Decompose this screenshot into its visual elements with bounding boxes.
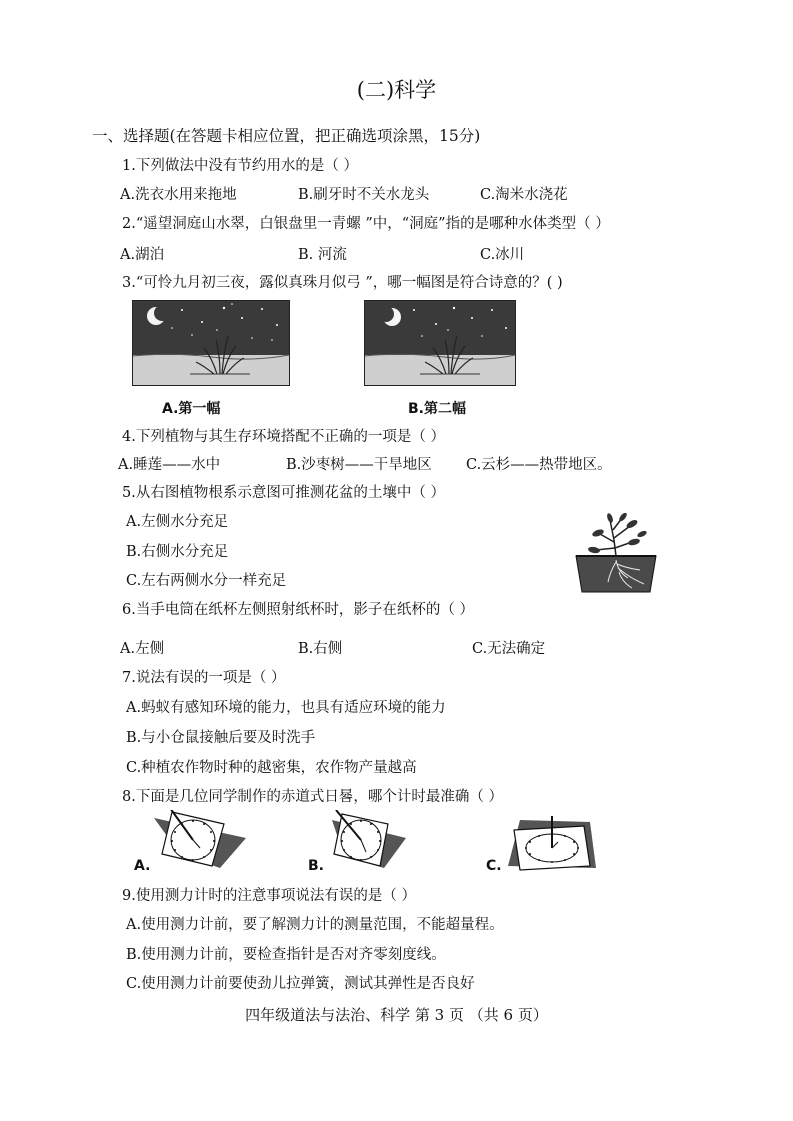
question-7-option-c[interactable]: C.种植农作物时种的越密集，农作物产量越高 (126, 760, 417, 776)
night-scene-image-2[interactable] (364, 300, 516, 386)
question-7-option-b[interactable]: B.与小仓鼠接触后要及时洗手 (126, 730, 316, 746)
question-5-option-b[interactable]: B.右侧水分充足 (126, 544, 229, 560)
sundial-image-c[interactable] (506, 816, 598, 874)
question-2-option-c[interactable]: C.冰川 (480, 247, 525, 263)
question-4-option-a[interactable]: A.睡莲——水中 (118, 457, 221, 473)
question-2-option-b[interactable]: B. 河流 (298, 247, 347, 263)
question-1-option-b[interactable]: B.刷牙时不关水龙头 (298, 187, 430, 203)
question-6-option-a[interactable]: A.左侧 (120, 641, 165, 657)
plant-root-pot-image (570, 512, 662, 594)
question-4-option-b[interactable]: B.沙枣树——干旱地区 (286, 457, 432, 473)
question-9-option-b[interactable]: B.使用测力计前，要检查指针是否对齐零刻度线。 (126, 947, 446, 963)
question-4-option-c[interactable]: C.云杉——热带地区。 (466, 457, 612, 473)
page-footer: 四年级道法与法治、科学 第 3 页 （共 6 页） (245, 1006, 548, 1024)
question-3-option-b[interactable]: B.第二幅 (408, 401, 466, 417)
question-2-option-a[interactable]: A.湖泊 (120, 247, 165, 263)
question-8-option-b[interactable]: B. (308, 858, 324, 874)
question-1-option-c[interactable]: C.淘米水浇花 (480, 187, 568, 203)
page-title: (二)科学 (356, 78, 437, 102)
question-9-stem: 9.使用测力计时的注意事项说法有误的是（ ） (122, 888, 416, 904)
question-9-option-a[interactable]: A.使用测力计前，要了解测力计的测量范围，不能超量程。 (126, 917, 504, 933)
question-5-option-c[interactable]: C.左右两侧水分一样充足 (126, 573, 287, 589)
question-8-stem: 8.下面是几位同学制作的赤道式日晷，哪个计时最准确（ ） (122, 789, 503, 805)
section-heading: 一、选择题(在答题卡相应位置，把正确选项涂黑，15分) (92, 127, 481, 145)
question-2-stem: 2.“遥望洞庭山水翠，白银盘里一青螺 ”中，“洞庭”指的是哪种水体类型（ ） (122, 216, 610, 232)
question-3-stem: 3.“可怜九月初三夜，露似真珠月似弓 ”，哪一幅图是符合诗意的？( ) (122, 275, 563, 291)
question-3-option-a[interactable]: A.第一幅 (162, 401, 221, 417)
question-8-option-c[interactable]: C. (486, 858, 502, 874)
question-7-stem: 7.说法有误的一项是（ ） (122, 670, 286, 686)
sundial-image-a[interactable] (150, 810, 250, 872)
question-6-option-b[interactable]: B.右侧 (298, 641, 343, 657)
night-scene-image-1[interactable] (132, 300, 290, 386)
question-4-stem: 4.下列植物与其生存环境搭配不正确的一项是（ ） (122, 429, 445, 445)
question-7-option-a[interactable]: A.蚂蚁有感知环境的能力，也具有适应环境的能力 (126, 700, 446, 716)
question-5-option-a[interactable]: A.左侧水分充足 (126, 514, 229, 530)
question-1-stem: 1.下列做法中没有节约用水的是（ ） (122, 158, 358, 174)
question-8-option-a[interactable]: A. (134, 858, 151, 874)
sundial-image-b[interactable] (322, 810, 410, 872)
question-6-option-c[interactable]: C.无法确定 (472, 641, 546, 657)
question-9-option-c[interactable]: C.使用测力计前要使劲儿拉弹簧，测试其弹性是否良好 (126, 976, 475, 992)
question-5-stem: 5.从右图植物根系示意图可推测花盆的土壤中（ ） (122, 485, 445, 501)
question-1-option-a[interactable]: A.洗衣水用来拖地 (120, 187, 237, 203)
question-6-stem: 6.当手电筒在纸杯左侧照射纸杯时，影子在纸杯的（ ） (122, 602, 474, 618)
